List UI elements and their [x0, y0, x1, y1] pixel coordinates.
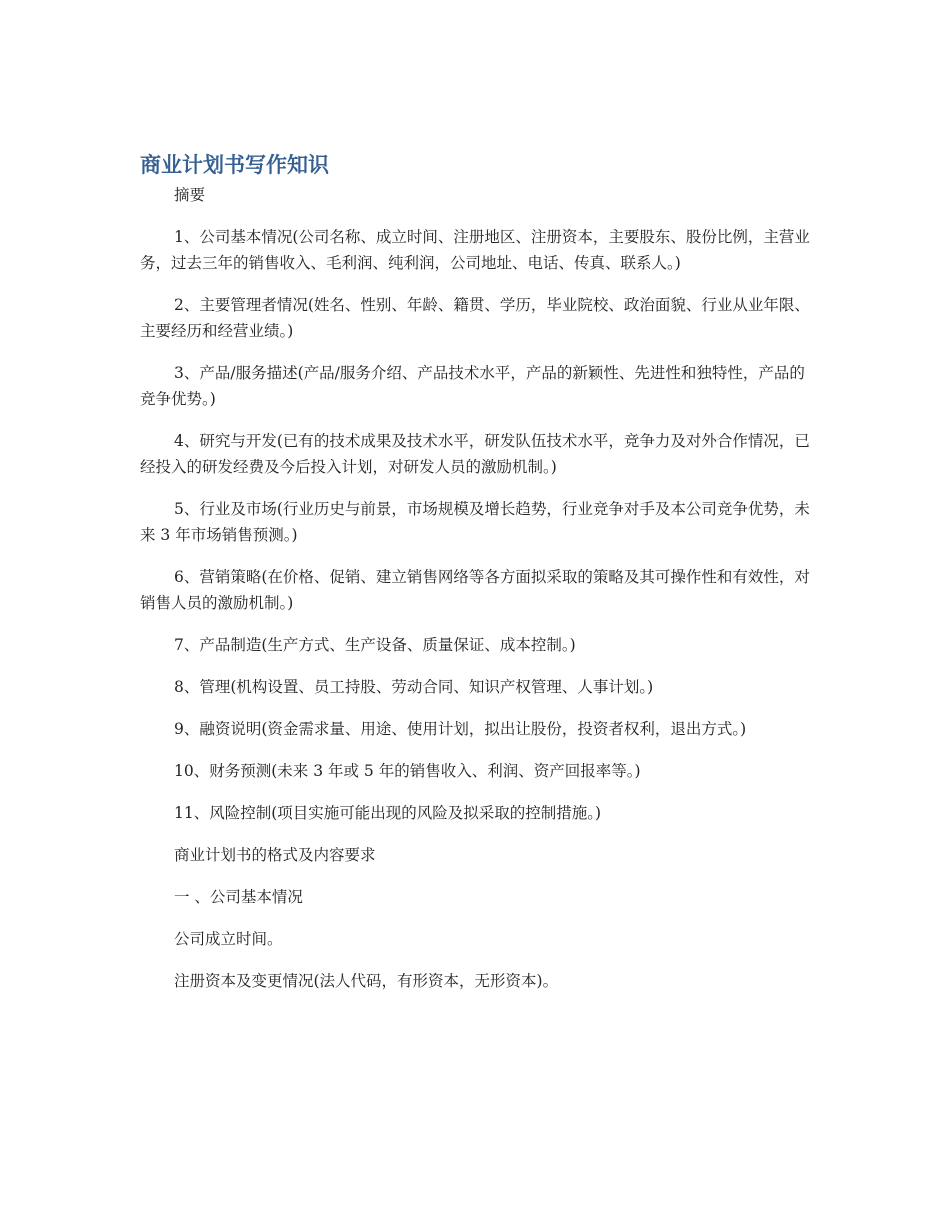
- paragraph-company-basics: 1、公司基本情况(公司名称、成立时间、注册地区、注册资本，主要股东、股份比例，主营业务，过去三年的销售收入、毛利润、纯利润，公司地址、电话、传真、联系人。): [140, 228, 810, 272]
- paragraph-registered-capital: 注册资本及变更情况(法人代码，有形资本，无形资本)。: [174, 972, 559, 990]
- paragraph-risk-control: 11、风险控制(项目实施可能出现的风险及拟采取的控制措施。): [174, 804, 602, 822]
- document-body: [140, 182, 812, 1010]
- document-title: 商业计划书写作知识: [140, 153, 329, 177]
- summary-heading: 摘要: [174, 186, 206, 204]
- paragraph-financial-forecast: 10、财务预测(未来 3 年或 5 年的销售收入、利润、资产回报率等。): [174, 762, 641, 780]
- paragraph-marketing-strategy: 6、营销策略(在价格、促销、建立销售网络等各方面拟采取的策略及其可操作性和有效性，对销售人员的激励机制。): [140, 568, 810, 612]
- paragraph-research-development: 4、研究与开发(已有的技术成果及技术水平，研发队伍技术水平，竞争力及对外合作情况，已经投入的研发经费及今后投入计划，对研发人员的激励机制。): [140, 432, 810, 476]
- paragraph-product-service: 3、产品/服务描述(产品/服务介绍、产品技术水平，产品的新颖性、先进性和独特性，产品的竞争优势。): [140, 364, 805, 408]
- section-heading-company-basics: 一 、公司基本情况: [174, 888, 303, 906]
- paragraph-industry-market: 5、行业及市场(行业历史与前景，市场规模及增长趋势，行业竞争对手及本公司竞争优势，未来 3 年市场销售预测。): [140, 500, 810, 544]
- section-heading-format: 商业计划书的格式及内容要求: [174, 846, 376, 864]
- paragraph-financing: 9、融资说明(资金需求量、用途、使用计划，拟出让股份，投资者权利，退出方式。): [174, 720, 747, 738]
- paragraph-founding-time: 公司成立时间。: [174, 930, 283, 948]
- paragraph-management-structure: 8、管理(机构设置、员工持股、劳动合同、知识产权管理、人事计划。): [174, 678, 654, 696]
- paragraph-management: 2、主要管理者情况(姓名、性别、年龄、籍贯、学历，毕业院校、政治面貌、行业从业年限、主要经历和经营业绩。): [140, 296, 810, 340]
- paragraph-manufacturing: 7、产品制造(生产方式、生产设备、质量保证、成本控制。): [174, 636, 576, 654]
